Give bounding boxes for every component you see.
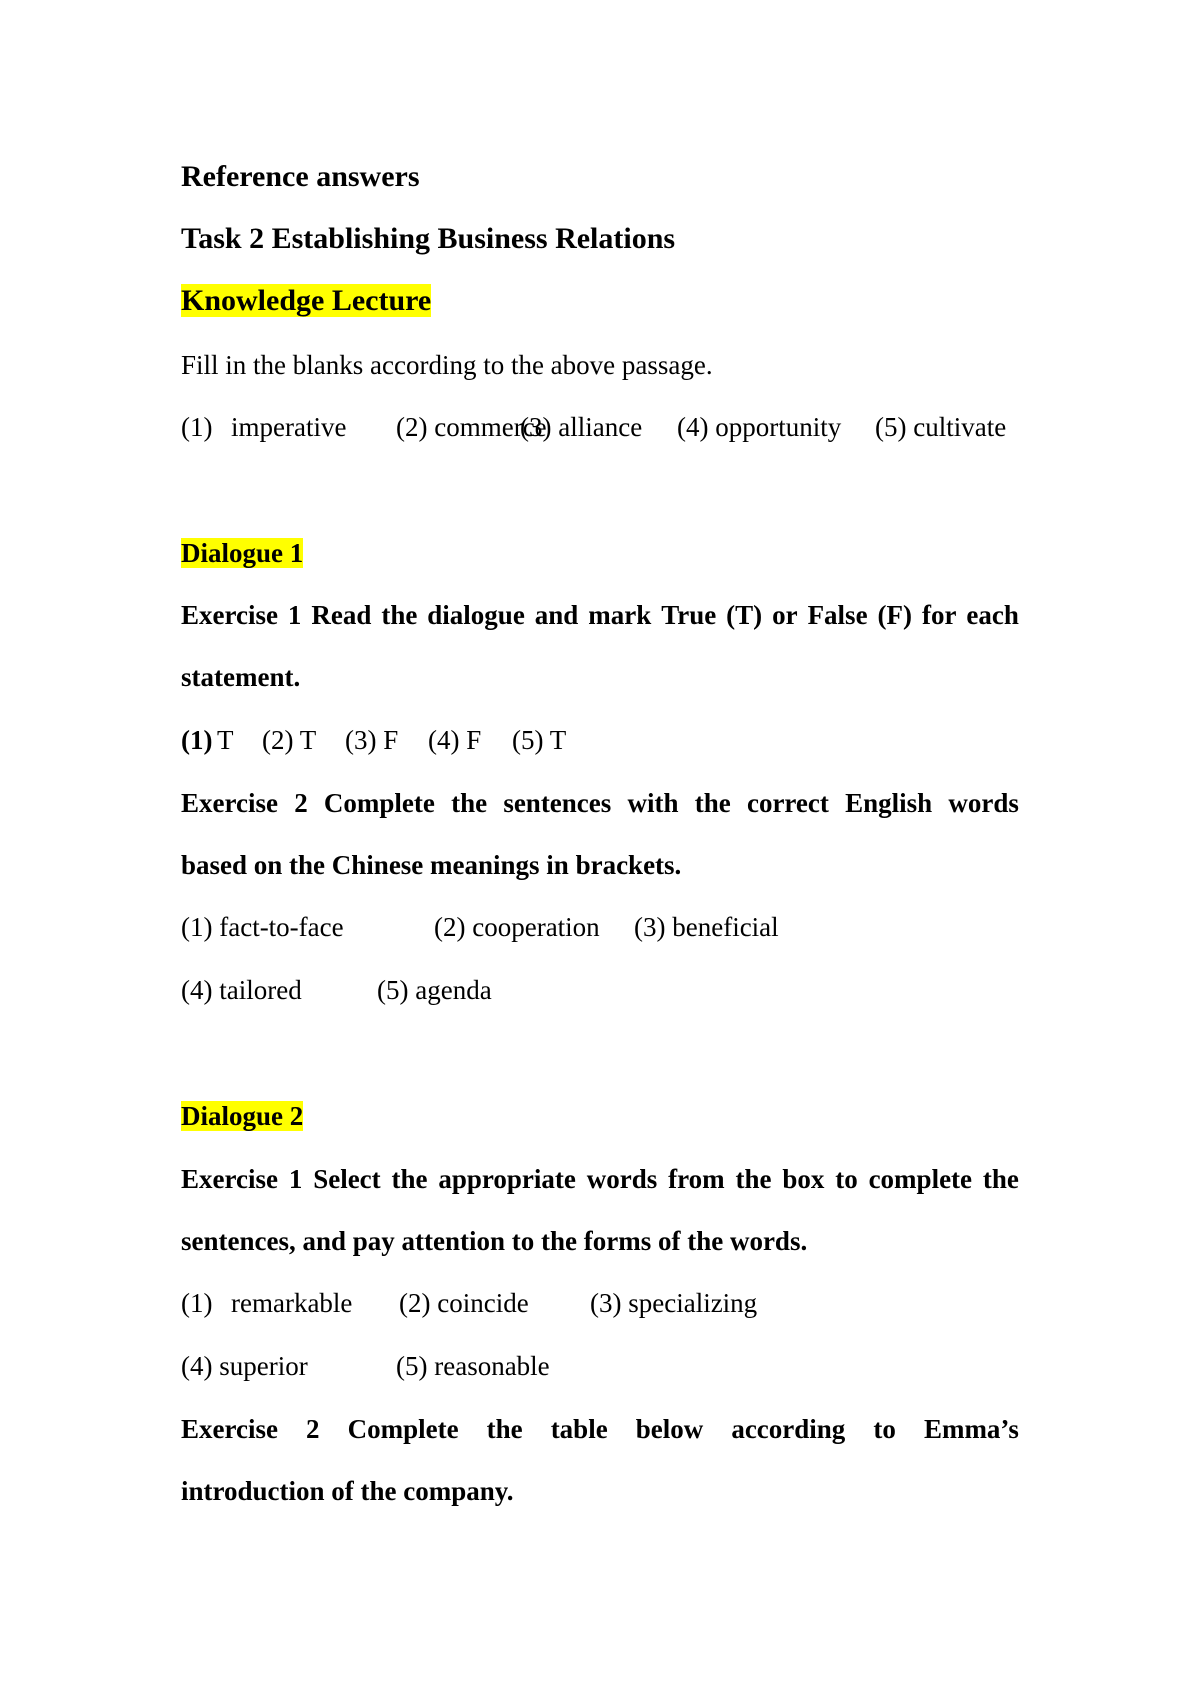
- d1-ex1-answer-3: (3) F: [345, 725, 399, 755]
- word: correct: [746, 788, 829, 818]
- word: Complete: [323, 788, 435, 818]
- word: with: [627, 788, 679, 818]
- d2-exercise-2-instruction-line1: [181, 1416, 1019, 1443]
- d2-ex1-answer-5: (5) reasonable: [396, 1351, 550, 1381]
- word: English: [845, 788, 933, 818]
- word: the: [381, 600, 418, 630]
- d1-exercise-2-instruction-line1: [181, 790, 1019, 817]
- word: box: [782, 1164, 825, 1194]
- d2-ex1-answer-1-num: (1): [181, 1288, 213, 1318]
- task-title: Task 2 Establishing Business Relations: [181, 222, 676, 255]
- word: mark: [588, 600, 652, 630]
- knowledge-answer-3: (3) alliance: [520, 412, 643, 442]
- d1-ex2-answer-1: (1) fact-to-face: [181, 912, 344, 942]
- word: words: [586, 1164, 658, 1194]
- word: Exercise: [181, 1164, 278, 1194]
- word: to: [873, 1414, 896, 1444]
- dialogue-1-heading: [181, 540, 303, 567]
- word: the: [391, 1164, 428, 1194]
- dialogue-2-highlight: Dialogue 2: [181, 1101, 304, 1131]
- d2-exercise-2-instruction-line2: introduction of the company.: [181, 1476, 514, 1506]
- reference-answers-title: Reference answers: [181, 160, 420, 193]
- word: complete: [868, 1164, 973, 1194]
- word: appropriate: [438, 1164, 576, 1194]
- d2-ex1-answer-2: (2) coincide: [399, 1288, 529, 1318]
- d2-ex1-answer-3: (3) specializing: [590, 1288, 758, 1318]
- word: Read: [311, 600, 372, 630]
- d1-ex2-answer-4: (4) tailored: [181, 975, 302, 1005]
- d1-ex1-answer-1-value: T: [217, 725, 234, 755]
- word: the: [451, 788, 488, 818]
- word: Exercise: [181, 1414, 278, 1444]
- d1-ex1-answer-4: (4) F: [428, 725, 482, 755]
- dialogue-1-highlight: Dialogue 1: [181, 538, 304, 568]
- d2-exercise-1-instruction-line1: [181, 1166, 1019, 1193]
- word: the: [735, 1164, 772, 1194]
- d1-ex2-answer-3: (3) beneficial: [634, 912, 779, 942]
- d1-ex1-answer-5: (5) T: [512, 725, 567, 755]
- word: sentences: [503, 788, 612, 818]
- word: True: [661, 600, 717, 630]
- knowledge-answer-1-word: imperative: [231, 412, 347, 442]
- word: 2: [294, 788, 308, 818]
- word: 1: [288, 1164, 303, 1194]
- word: each: [966, 600, 1019, 630]
- word: the: [982, 1164, 1019, 1194]
- knowledge-answer-5: (5) cultivate: [875, 412, 1007, 442]
- knowledge-answer-4: (4) opportunity: [677, 412, 842, 442]
- word: (T): [726, 600, 763, 630]
- knowledge-instruction: Fill in the blanks according to the above passage.: [181, 350, 713, 380]
- word: table: [550, 1414, 608, 1444]
- d2-ex1-answer-4: (4) superior: [181, 1351, 308, 1381]
- word: according: [731, 1414, 846, 1444]
- word: for: [921, 600, 957, 630]
- d1-ex2-answer-5: (5) agenda: [377, 975, 492, 1005]
- d1-ex2-answer-2: (2) cooperation: [434, 912, 600, 942]
- word: Select: [313, 1164, 381, 1194]
- word: and: [534, 600, 579, 630]
- word: Exercise: [181, 788, 278, 818]
- word: 1: [287, 600, 302, 630]
- d1-exercise-1-instruction-line2: statement.: [181, 662, 301, 692]
- d1-ex1-answer-2: (2) T: [262, 725, 317, 755]
- d1-exercise-2-instruction-line2: based on the Chinese meanings in brackets.: [181, 850, 682, 880]
- knowledge-lecture-highlight: Knowledge Lecture: [181, 284, 432, 317]
- dialogue-2-heading: [181, 1103, 303, 1130]
- word: the: [694, 788, 731, 818]
- word: Emma’s: [923, 1414, 1019, 1444]
- d1-exercise-1-instruction-line1: [181, 602, 1019, 629]
- knowledge-lecture-heading: [181, 286, 431, 316]
- d2-exercise-1-instruction-line2: sentences, and pay attention to the forms of the words.: [181, 1226, 808, 1256]
- word: 2: [306, 1414, 320, 1444]
- d1-ex1-answer-1-num: (1): [181, 725, 213, 755]
- word: Complete: [347, 1414, 459, 1444]
- knowledge-answer-1-num: (1): [181, 412, 213, 442]
- word: words: [948, 788, 1019, 818]
- word: the: [486, 1414, 523, 1444]
- word: Exercise: [181, 600, 278, 630]
- d2-ex1-answer-1-word: remarkable: [231, 1288, 353, 1318]
- word: from: [668, 1164, 725, 1194]
- word: (F): [877, 600, 912, 630]
- knowledge-answer-2: (2) commerce: [396, 412, 547, 442]
- word: or: [772, 600, 798, 630]
- word: dialogue: [427, 600, 525, 630]
- word: below: [635, 1414, 704, 1444]
- word: False: [807, 600, 868, 630]
- word: to: [835, 1164, 858, 1194]
